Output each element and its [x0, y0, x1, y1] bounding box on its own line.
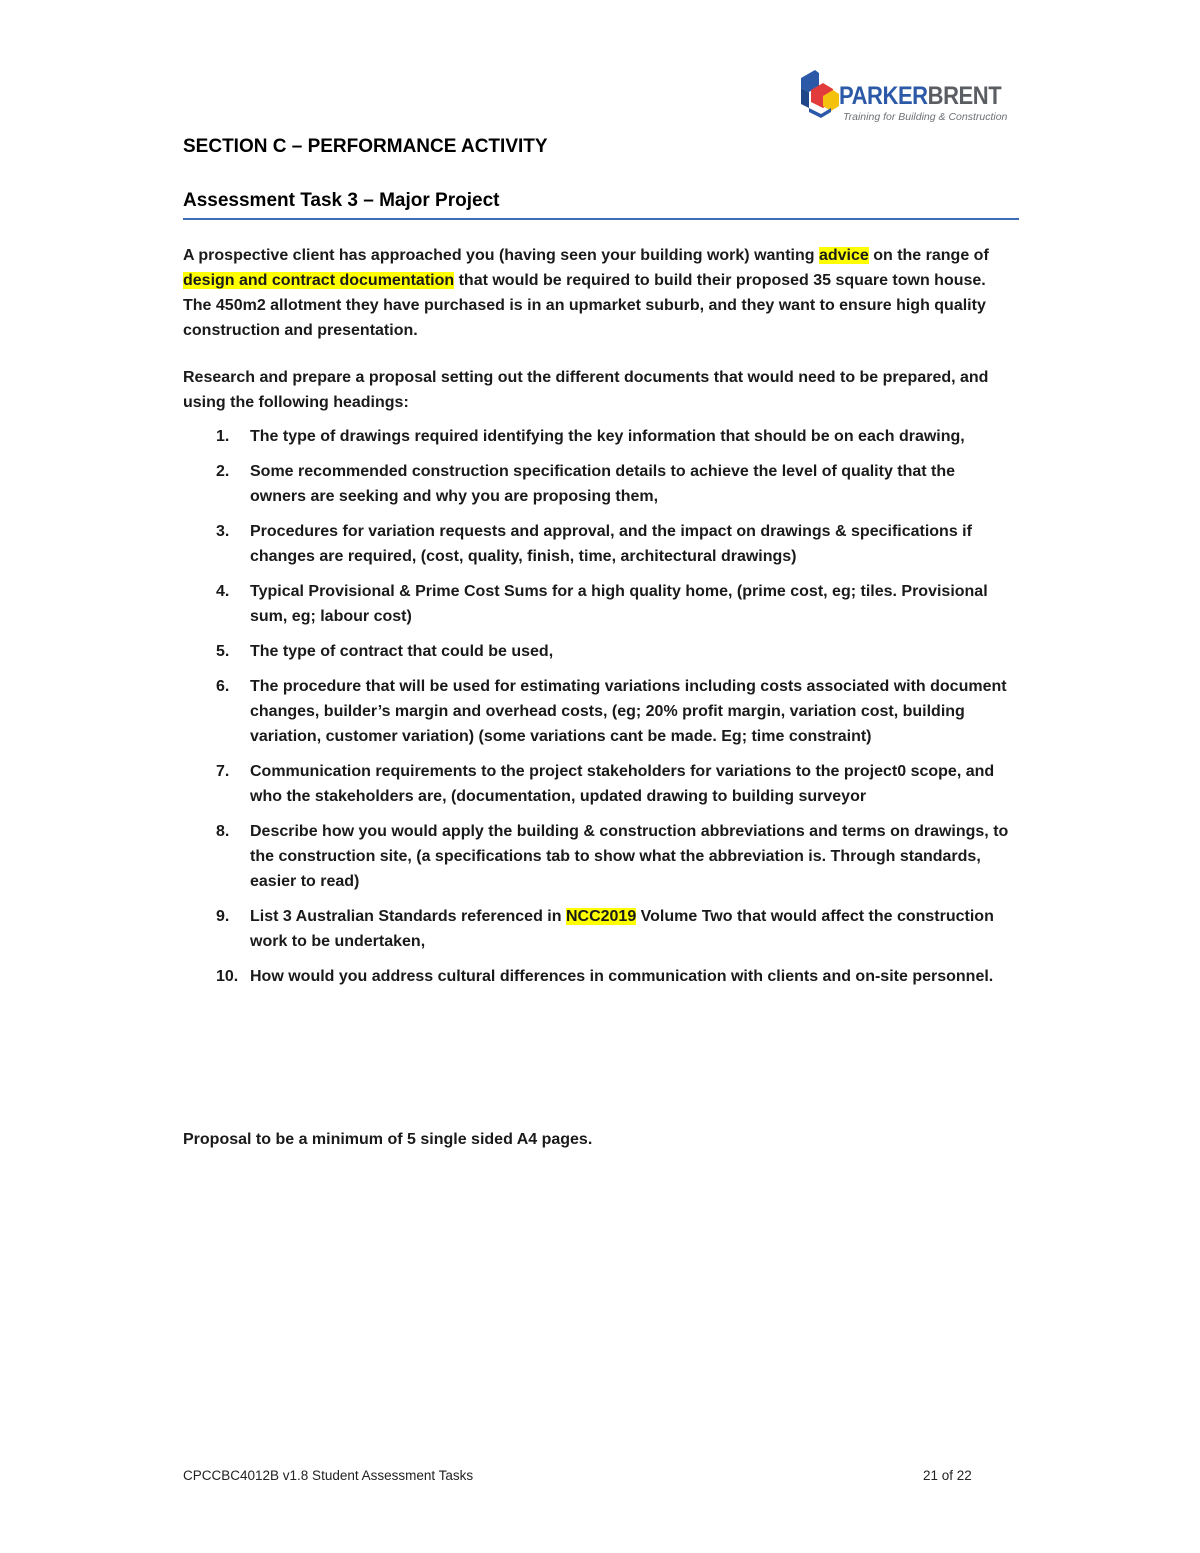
list-item-text: How would you address cultural differences in communication with clients and on-site personnel.	[250, 968, 994, 985]
list-item	[183, 674, 1013, 749]
logo-tagline: Training for Building & Construction	[843, 111, 1008, 123]
list-item-text: The type of drawings required identifying the key information that should be on each drawing,	[250, 428, 965, 445]
list-item-text: Procedures for variation requests and approval, and the impact on drawings & specifications if changes are required, (cost, quality, finish, time, architectural drawings)	[250, 523, 972, 565]
list-item	[183, 424, 1013, 449]
list-item	[183, 579, 1013, 629]
list-item-number: 7.	[216, 763, 230, 780]
list-item-number: 3.	[216, 523, 230, 540]
list-item	[183, 759, 1013, 809]
intro-text-3: that would be required to build their proposed 35 square town house. The 450m2 allotment they have purchased is in an upmarket suburb, and they want to ensure high quality construction and presentation.	[183, 272, 986, 339]
list-item-number: 9.	[216, 908, 230, 925]
headings-list	[183, 424, 1013, 989]
section-title: SECTION C – PERFORMANCE ACTIVITY	[183, 136, 548, 157]
list-item-text-before: List 3 Australian Standards referenced in	[250, 908, 566, 925]
highlight-documentation: design and contract documentation	[183, 272, 455, 289]
logo-word-parker: PARKER	[839, 82, 928, 110]
list-item-text: Communication requirements to the project stakeholders for variations to the project0 scope, and who the stakeholders are, (documentation, updated drawing to building surveyor	[250, 763, 995, 805]
list-item	[183, 904, 1013, 954]
list-item	[183, 819, 1013, 894]
logo-wordmark	[839, 82, 1001, 111]
list-item-number: 6.	[216, 678, 230, 695]
intro-text-1: A prospective client has approached you (having seen your building work) wanting	[183, 247, 819, 264]
intro-paragraph	[183, 243, 1013, 343]
parkerbrent-logo-icon	[797, 68, 841, 118]
closing-paragraph: Proposal to be a minimum of 5 single sided A4 pages.	[183, 1131, 593, 1148]
list-item-text-after: Volume Two that would affect the construction work to be undertaken,	[250, 908, 994, 950]
footer-document-id: CPCCBC4012B v1.8 Student Assessment Tasks	[183, 1468, 474, 1483]
footer-page-number: 21 of 22	[923, 1468, 972, 1483]
list-item-number: 10.	[216, 968, 239, 985]
list-item-text: Typical Provisional & Prime Cost Sums for a high quality home, (prime cost, eg; tiles. Provisional sum, eg; labour cost)	[250, 583, 988, 625]
list-item	[183, 639, 1013, 664]
intro-text-2: on the range of	[868, 247, 989, 264]
list-item-number: 5.	[216, 643, 230, 660]
research-paragraph: Research and prepare a proposal setting out the different documents that would need to be prepared, and using the following headings:	[183, 369, 989, 411]
highlight-ncc2019: NCC2019	[565, 908, 637, 925]
list-item	[183, 964, 1013, 989]
heading-rule	[183, 218, 1019, 220]
list-item-text: The procedure that will be used for estimating variations including costs associated with document changes, builder’s margin and overhead costs, (eg; 20% profit margin, variation cost, building variation, customer variation) (some variations cant be made. Eg; time constraint)	[250, 678, 1007, 745]
list-item-text: Describe how you would apply the building & construction abbreviations and terms on drawings, to the construction site, (a specifications tab to show what the abbreviation is. Through standards, easier to read)	[250, 823, 1009, 890]
logo-word-brent: BRENT	[927, 82, 1002, 110]
company-logo	[797, 66, 1007, 124]
list-item-text: Some recommended construction specification details to achieve the level of quality that the owners are seeking and why you are proposing them,	[250, 463, 956, 505]
list-item-number: 8.	[216, 823, 230, 840]
list-item-text: The type of contract that could be used,	[250, 643, 554, 660]
highlight-advice: advice	[818, 247, 869, 264]
task-title: Assessment Task 3 – Major Project	[183, 190, 500, 211]
list-item-number: 1.	[216, 428, 230, 445]
list-item	[183, 459, 1013, 509]
list-item	[183, 519, 1013, 569]
list-item-number: 4.	[216, 583, 230, 600]
list-item-number: 2.	[216, 463, 230, 480]
